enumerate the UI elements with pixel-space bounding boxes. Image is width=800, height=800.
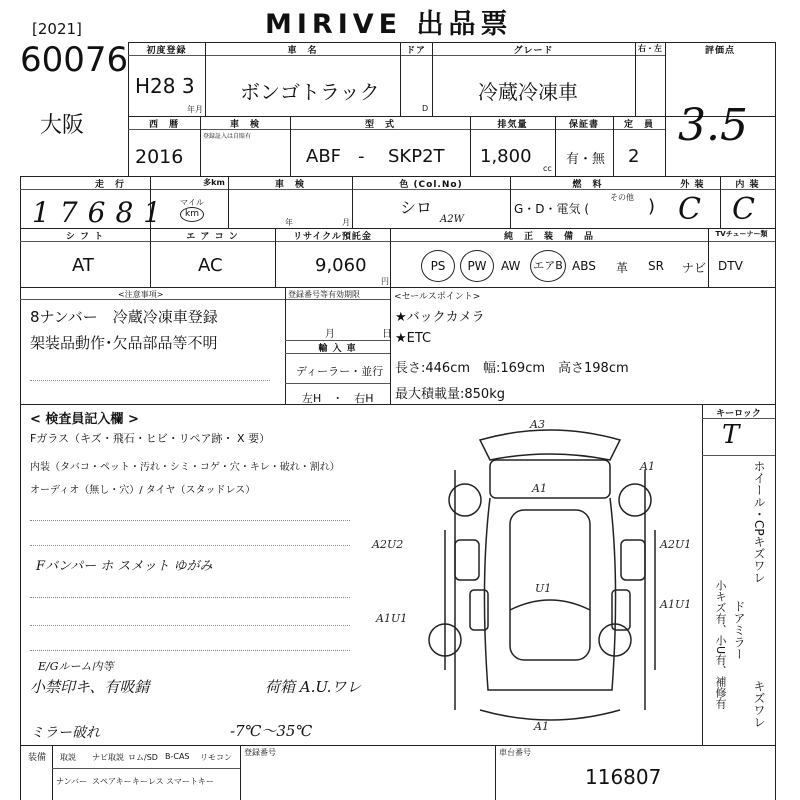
handle-type: 左H ・ 右H: [302, 392, 374, 405]
grade-value: 冷蔵冷凍車: [478, 80, 578, 104]
diagram-mark-7: A1U1: [376, 612, 408, 625]
diagram-mark-6: U1: [535, 582, 552, 595]
side-note-mirror: ドアミラー: [732, 600, 746, 660]
bottom-item-manual: 取説: [60, 753, 76, 762]
side-note-wheel: ホイール・CPキズワレ: [752, 460, 766, 584]
sales-label: <セールスポイント>: [394, 292, 481, 302]
chassis-value: 116807: [585, 765, 662, 789]
capacity-label: 定 員: [623, 120, 654, 130]
equip-leather: 革: [616, 261, 629, 275]
equip-dtv: DTV: [718, 259, 743, 273]
diagram-mark-2: A1: [640, 460, 655, 473]
model-dash: -: [358, 146, 365, 167]
glass-line: Fガラス（キズ・飛石・ヒビ・リペア跡・ X 要）: [30, 432, 271, 445]
audio-line: オーディオ（無し・穴）/ タイヤ（スタッドレス）: [30, 485, 256, 496]
dealer-type: ディーラー・並行: [296, 365, 384, 378]
color-label: 色 (Col.No): [399, 180, 463, 190]
note-cargo: 荷箱 A.U.ワレ: [265, 678, 362, 696]
ac-label: エ ア コ ン: [186, 232, 239, 242]
mileage-label: 走 行: [94, 180, 125, 190]
interior-line: 内装（タバコ・ペット・汚れ・シミ・コゲ・穴・キレ・破れ・割れ）: [30, 462, 340, 473]
import-label: 輸 入 車: [318, 344, 357, 354]
mileage-unit-miles: マイル: [180, 198, 204, 207]
bottom-item-bcas: B-CAS: [165, 752, 190, 761]
tuner-label: TVチューナー類: [715, 230, 768, 238]
meter-label: 多km: [203, 178, 225, 187]
color-value: シロ: [400, 198, 433, 217]
sales-point-4: 最大積載量:850kg: [395, 387, 505, 402]
warranty-label: 保証書: [568, 120, 599, 130]
year-unit: 年: [187, 105, 195, 114]
equip-navi: ナビ: [682, 261, 707, 275]
exterior-value: C: [678, 192, 701, 227]
western-year-value: 2016: [135, 146, 184, 168]
fuel-paren-close: ): [648, 196, 656, 217]
chassis-label: 車台番号: [499, 748, 531, 757]
reg-date-label: 初度登録: [146, 46, 187, 56]
location: 大阪: [40, 113, 85, 138]
displacement-unit: cc: [543, 164, 552, 173]
header-year: [2021]: [32, 20, 82, 38]
lot-number: 60076: [20, 40, 129, 80]
caution-line-1: 8ナンバー 冷蔵冷凍車登録: [30, 308, 218, 326]
bottom-item-plate: ナンバー: [56, 777, 88, 786]
equip-sr: SR: [648, 259, 664, 273]
score-value: 3.5: [678, 100, 748, 151]
reg-expiry-day: 日: [382, 329, 392, 340]
equip-ps: PS: [421, 250, 455, 282]
caution-label: <注意事項>: [118, 290, 164, 299]
recycle-value: 9,060: [315, 255, 367, 276]
model-value-code: SKP2T: [388, 146, 445, 167]
note-bumper: Fバンパー ホ スメット ゆがみ: [36, 559, 213, 574]
side-note-scratch: 小キズ有、小U有、補修有: [714, 580, 727, 710]
diagram-mark-4: A2U2: [372, 538, 404, 551]
bottom-item-smart-key: スマートキー: [166, 777, 214, 786]
note-mirror: ミラー破れ: [30, 725, 100, 741]
mileage-value: 17681: [32, 196, 172, 229]
month-unit: 月: [195, 105, 203, 114]
interior-label: 内 装: [735, 180, 760, 190]
reg-number-label: 登録番号: [244, 748, 276, 757]
recycle-label: リサイクル預託金: [293, 232, 372, 242]
equipment-label: 純 正 装 備 品: [503, 232, 594, 242]
note-rust: 小禁印キ、有吸錆: [30, 678, 150, 696]
mileage-unit-km: km: [180, 207, 204, 222]
reg-expiry-month: 月: [325, 329, 335, 340]
bottom-item-remote: リモコン: [200, 753, 232, 762]
inspector-label: < 検査員記入欄 >: [30, 412, 139, 427]
warranty-value: 有・無: [566, 152, 606, 167]
door-label: ドア: [406, 46, 426, 56]
displacement-value: 1,800: [480, 146, 532, 167]
grade-label: グレード: [513, 46, 554, 56]
diagram-mark-9: A1: [534, 720, 549, 733]
ac-value: AC: [198, 255, 223, 276]
body-year-unit: 年: [285, 218, 293, 227]
diagram-mark-3: A1: [532, 482, 547, 495]
sales-point-1: ★バックカメラ: [395, 310, 485, 325]
model-value-prefix: ABF: [306, 146, 342, 167]
shift-value: AT: [72, 255, 94, 276]
keylock-label: キーロック: [716, 409, 761, 419]
sales-point-2: ★ETC: [395, 331, 432, 346]
reg-expiry-label: 登録番号等有効期限: [288, 290, 360, 299]
interior-value: C: [732, 192, 755, 227]
equip-aw: AW: [501, 259, 521, 273]
shift-label: シ フ ト: [65, 232, 105, 242]
door-unit: D: [422, 104, 429, 113]
bottom-item-rom: ロム/SD: [128, 753, 158, 762]
inspection-label: 車 検: [229, 120, 260, 130]
diagram-mark-8: A1U1: [660, 598, 692, 611]
bottom-side-label: 装備: [28, 753, 47, 763]
body-label: 車 検: [274, 180, 305, 190]
caution-line-2: 架装品動作･欠品部品等不明: [30, 334, 218, 352]
capacity-value: 2: [628, 146, 640, 167]
inspection-sub: 登録証入は自賠有: [203, 133, 252, 140]
exterior-label: 外 装: [680, 180, 705, 190]
note-engine-room: E/Gルーム内等: [38, 660, 114, 673]
recycle-unit: 円: [381, 277, 389, 286]
page-title: MIRIVE 出品票: [265, 9, 513, 40]
side-note-crack: キズワレ: [752, 680, 766, 728]
fuel-other: その他: [610, 193, 634, 202]
equip-pw: PW: [460, 250, 494, 282]
car-name-label: 車 名: [287, 46, 318, 56]
handle-label: 右・左: [638, 44, 662, 53]
keylock-mark: T: [722, 420, 740, 450]
bottom-item-keyless: キーレス: [132, 777, 164, 786]
bottom-item-spare-key: スペアキー: [92, 777, 132, 786]
vehicle-damage-diagram: [360, 410, 700, 745]
sales-point-3: 長さ:446cm 幅:169cm 高さ198cm: [395, 361, 629, 376]
equip-airbag: エアB: [530, 250, 566, 282]
car-name-value: ボンゴトラック: [240, 80, 380, 104]
model-label: 型 式: [364, 120, 395, 130]
diagram-mark-1: A3: [530, 418, 545, 431]
color-code: A2W: [440, 214, 464, 225]
reg-date-value: H28 3: [135, 74, 195, 98]
fuel-value: G・D・電気 (: [514, 202, 590, 216]
displacement-label: 排気量: [497, 120, 528, 130]
temperature-range: -7℃～35℃: [230, 722, 313, 740]
western-year-label: 西 暦: [148, 120, 179, 130]
score-label: 評価点: [704, 46, 735, 56]
bottom-item-navi-manual: ナビ取説: [92, 753, 124, 762]
diagram-mark-5: A2U1: [660, 538, 692, 551]
fuel-label: 燃 料: [572, 180, 603, 190]
equip-abs: ABS: [572, 259, 596, 273]
body-month-unit: 月: [342, 218, 350, 227]
